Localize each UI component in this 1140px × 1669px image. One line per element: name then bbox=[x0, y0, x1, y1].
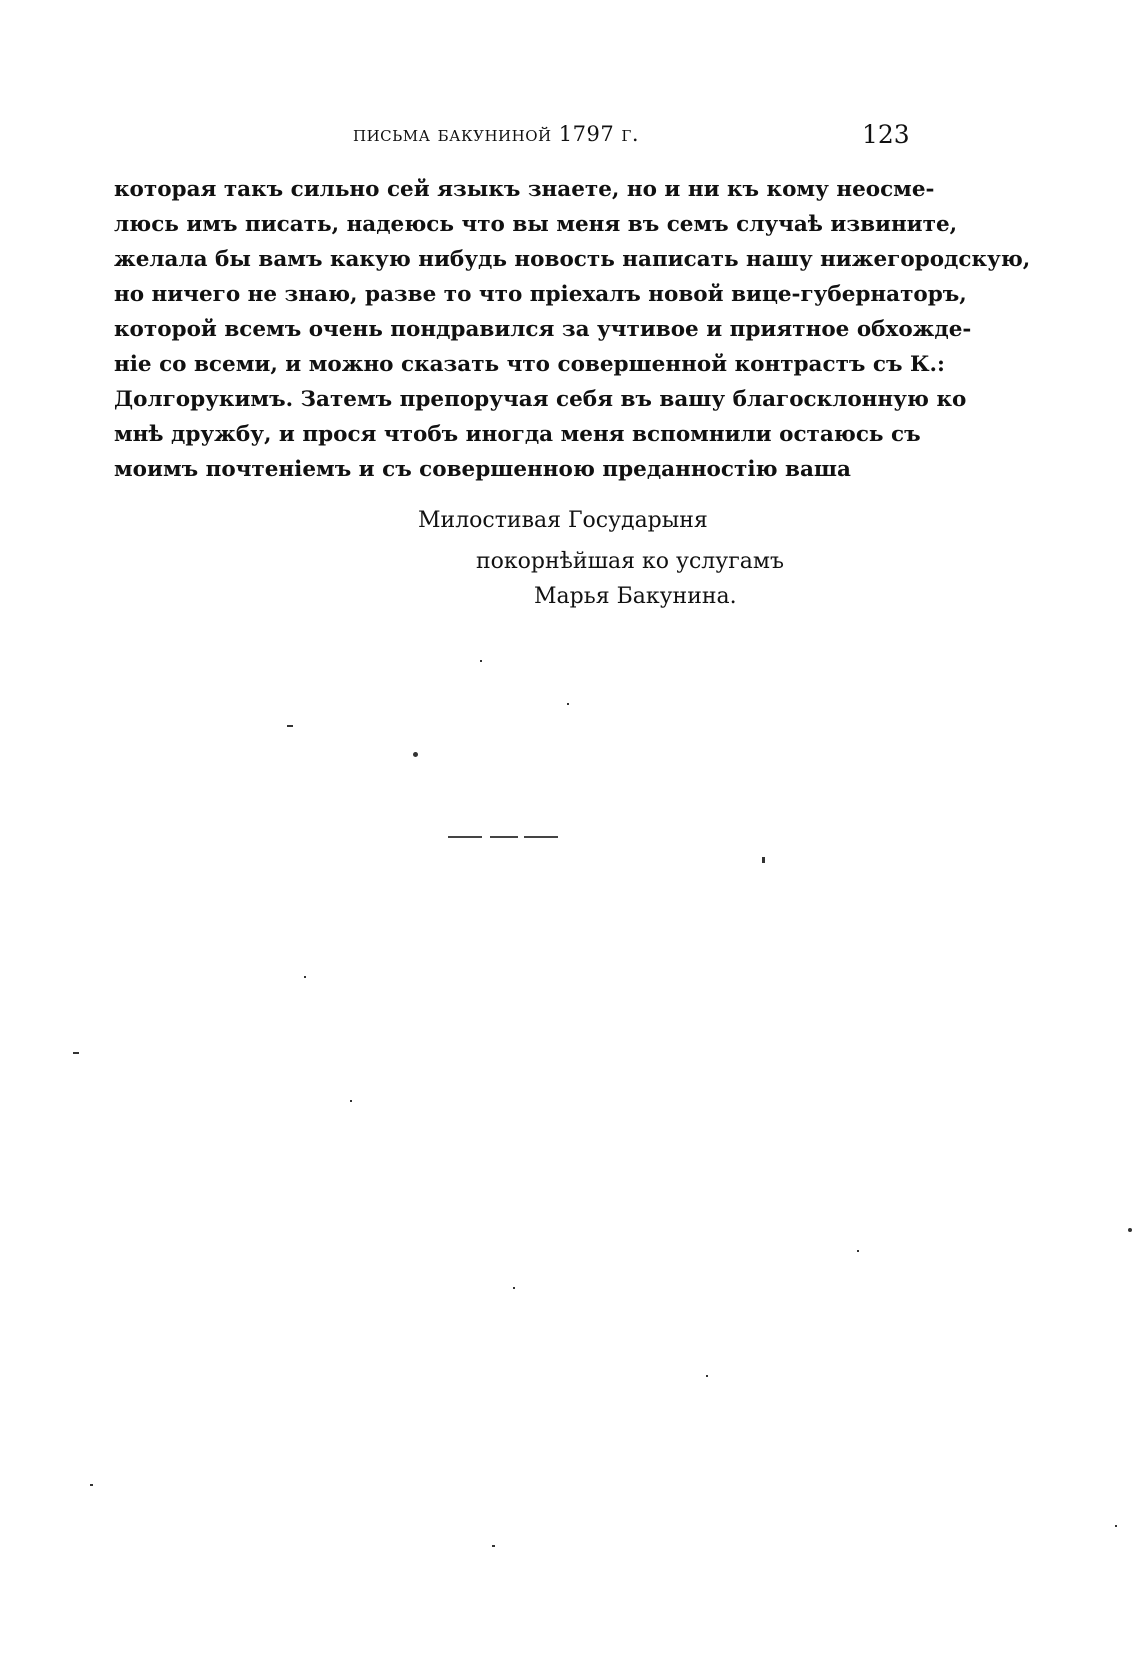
body-line: мнѣ дружбу, и прося чтобъ иногда меня вспомнили остаюсь съ bbox=[114, 422, 921, 447]
body-line: которой всемъ очень пондравился за учтивое и приятное обхожде- bbox=[114, 317, 972, 342]
scan-speck bbox=[857, 1250, 859, 1252]
scan-speck bbox=[706, 1375, 708, 1377]
scan-speck bbox=[513, 1287, 515, 1289]
scan-speck bbox=[1115, 1525, 1117, 1527]
section-rule bbox=[448, 836, 566, 838]
scan-speck bbox=[1128, 1228, 1132, 1232]
body-line: которая такъ сильно сей языкъ знаете, но и ни къ кому неосме- bbox=[114, 177, 935, 202]
body-line: люсь имъ писать, надеюсь что вы меня въ семъ случаѣ извините, bbox=[114, 212, 958, 237]
scan-speck bbox=[492, 1545, 495, 1547]
scan-speck bbox=[304, 976, 306, 978]
closing-salutation: Милостивая Государыня bbox=[418, 508, 708, 533]
body-line: Долгорукимъ. Затемъ препоручая себя въ вашу благосклонную ко bbox=[114, 387, 967, 412]
scan-speck bbox=[287, 725, 293, 727]
body-line: моимъ почтенiемъ и съ совершенною преданностiю ваша bbox=[114, 457, 851, 482]
scan-speck bbox=[567, 703, 569, 705]
body-line: нiе со всеми, и можно сказать что совершенной контрастъ съ К.: bbox=[114, 352, 945, 377]
body-line: желала бы вамъ какую нибудь новость написать нашу нижегородскую, bbox=[114, 247, 1031, 272]
scan-speck bbox=[350, 1100, 352, 1102]
scan-speck bbox=[90, 1484, 93, 1486]
closing-humble: покорнѣйшая ко услугамъ bbox=[476, 549, 784, 574]
scan-speck bbox=[762, 857, 765, 863]
closing-signature: Марья Бакунина. bbox=[534, 584, 737, 609]
scan-speck bbox=[480, 660, 482, 662]
body-line: но ничего не знаю, разве то что прiехалъ новой вице-губернаторъ, bbox=[114, 282, 967, 307]
scan-speck bbox=[73, 1052, 79, 1054]
running-head: письма бакуниной 1797 г. bbox=[353, 122, 639, 146]
page-number: 123 bbox=[862, 120, 910, 149]
scan-speck bbox=[413, 752, 418, 757]
letter-body bbox=[114, 172, 1031, 487]
